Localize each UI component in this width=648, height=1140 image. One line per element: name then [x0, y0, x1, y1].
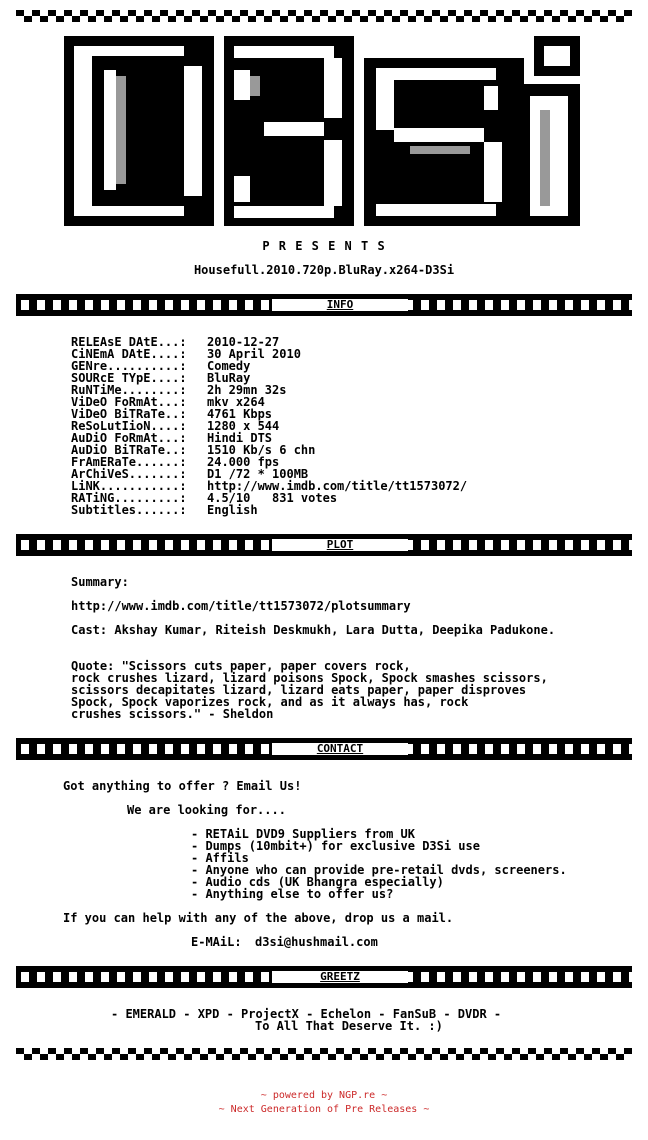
info-row-label: FrAmERaTe......:: [71, 455, 187, 469]
info-row-value: 24.000 fps: [207, 455, 280, 469]
quote-line: scissors decapitates lizard, lizard eats paper, paper disproves: [71, 683, 527, 697]
info-row-value: mkv x264: [207, 395, 265, 409]
info-row-value: 2010-12-27: [207, 335, 280, 349]
info-row-value: D1 /72 * 100MB: [207, 467, 309, 481]
info-row-label: RATiNG.........:: [71, 491, 187, 505]
bottom-checker-border: [16, 1048, 632, 1060]
info-row-label: AuDiO FoRmAt...:: [71, 431, 187, 445]
summary-link[interactable]: http://www.imdb.com/title/tt1573072/plotsummary: [71, 599, 411, 613]
contact-help: If you can help with any of the above, drop us a mail.: [63, 911, 454, 925]
contact-offer: Got anything to offer ? Email Us!: [63, 779, 302, 793]
info-row-label: Subtitles......:: [71, 503, 187, 517]
info-row-value: Comedy: [207, 359, 251, 373]
greetz-groups: - EMERALD - XPD - ProjectX - Echelon - FanSuB - DVDR -: [111, 1007, 502, 1021]
info-row-value[interactable]: http://www.imdb.com/title/tt1573072/: [207, 479, 468, 493]
quote-line: Spock, Spock vaporizes rock, and as it always has, rock: [71, 695, 469, 709]
quote-line: rock crushes lizard, lizard poisons Spock, Spock smashes scissors,: [71, 671, 548, 685]
info-row-label: RuNTiMe........:: [71, 383, 187, 397]
info-row-label: ReSoLutIioN....:: [71, 419, 187, 433]
info-row-label: CiNEmA DAtE....:: [71, 347, 187, 361]
contact-section-title: CONTACT: [272, 743, 408, 755]
info-row-label: ArChiVeS.......:: [71, 467, 187, 481]
info-row-label: RELEAsE DAtE...:: [71, 335, 187, 349]
info-section-title: INFO: [272, 299, 408, 311]
info-row-label: SOURcE TYpE....:: [71, 371, 187, 385]
summary-label: Summary:: [71, 575, 129, 589]
info-row-value: Hindi DTS: [207, 431, 273, 445]
greetz-dedication: To All That Deserve It. :): [255, 1019, 443, 1033]
looking-for-item: - Affils: [191, 851, 249, 865]
quote-line: crushes scissors." - Sheldon: [71, 707, 274, 721]
info-row-value: English: [207, 503, 258, 517]
info-row-value: 4761 Kbps: [207, 407, 273, 421]
looking-for-item: - Audio cds (UK Bhangra especially): [191, 875, 444, 889]
info-row-label: GENre..........:: [71, 359, 187, 373]
info-row-label: ViDeO FoRmAt...:: [71, 395, 187, 409]
info-row-label: ViDeO BiTRaTe..:: [71, 407, 187, 421]
info-row-label: LiNK...........:: [71, 479, 187, 493]
plot-section-title: PLOT: [272, 539, 408, 551]
info-row-value: 1510 Kb/s 6 chn: [207, 443, 316, 457]
top-checker-border: [16, 10, 632, 22]
info-row-value: BluRay: [207, 371, 251, 385]
looking-for-item: - Anyone who can provide pre-retail dvds, screeners.: [191, 863, 567, 877]
info-row-value: 2h 29mn 32s: [207, 383, 287, 397]
info-row-value: 1280 x 544: [207, 419, 280, 433]
greetz-section-title: GREETZ: [272, 971, 408, 983]
info-row-label: AuDiO BiTRaTe..:: [71, 443, 187, 457]
d3si-logo: [64, 36, 584, 226]
cast-line: Cast: Akshay Kumar, Riteish Deskmukh, Lara Dutta, Deepika Padukone.: [71, 623, 556, 637]
looking-for-item: - Dumps (10mbit+) for exclusive D3Si use: [191, 839, 480, 853]
info-row-value: 30 April 2010: [207, 347, 301, 361]
presents-heading: P R E S E N T S: [262, 239, 386, 253]
contact-looking: We are looking for....: [127, 803, 286, 817]
powered-by[interactable]: ~ powered by NGP.re ~: [260, 1090, 388, 1101]
release-name: Housefull.2010.720p.BluRay.x264-D3Si: [193, 263, 455, 277]
footer-tagline: ~ Next Generation of Pre Releases ~: [218, 1104, 430, 1115]
looking-for-item: - RETAiL DVD9 Suppliers from UK: [191, 827, 415, 841]
info-row-value: 4.5/10 831 votes: [207, 491, 338, 505]
info-row: [71, 503, 258, 517]
looking-for-item: - Anything else to offer us?: [191, 887, 394, 901]
quote-line: Quote: "Scissors cuts paper, paper covers rock,: [71, 659, 411, 673]
email-address[interactable]: d3si@hushmail.com: [255, 935, 378, 949]
email-label: E-MAiL:: [191, 935, 242, 949]
